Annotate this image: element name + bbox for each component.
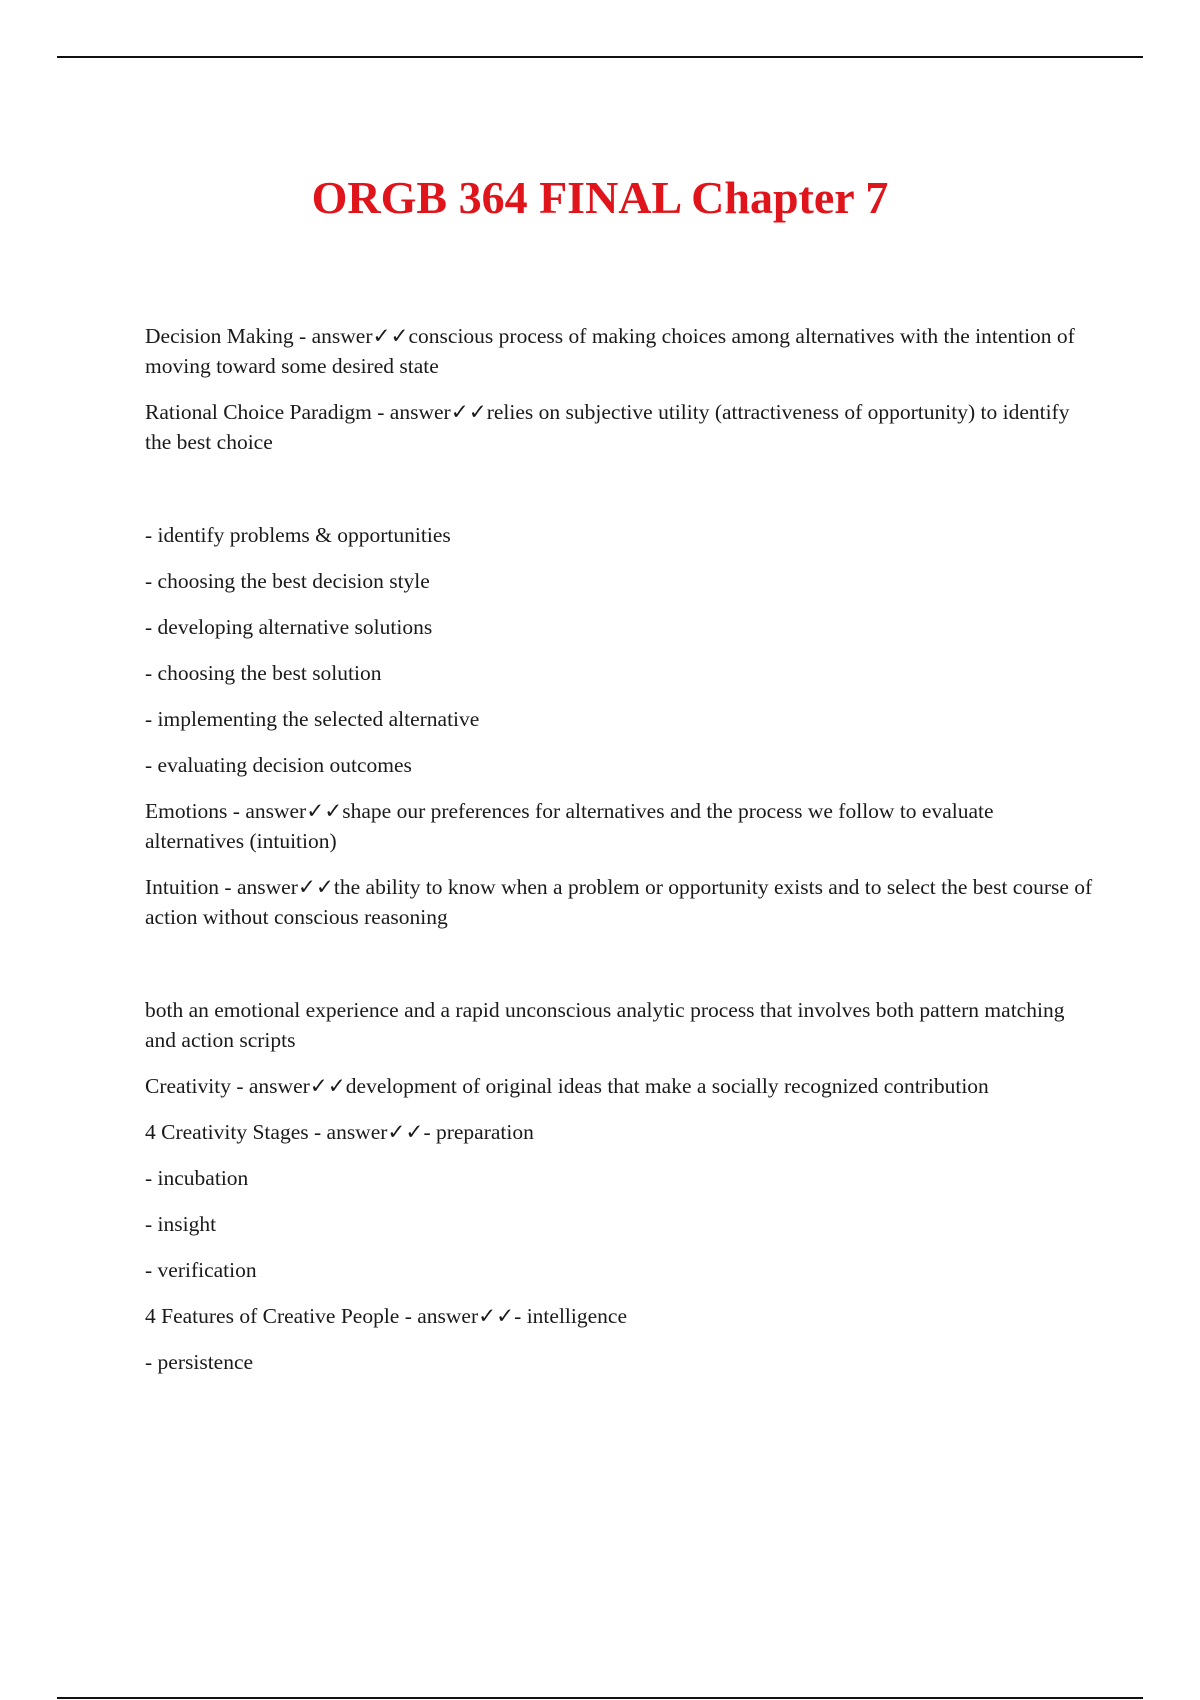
- document-title: ORGB 364 FINAL Chapter 7: [311, 172, 889, 223]
- document-body: [145, 321, 1095, 1377]
- list-item: - persistence: [145, 1350, 254, 1374]
- list-item: - incubation: [145, 1166, 249, 1190]
- paragraph-creativity: Creativity - answer✓✓development of original ideas that make a socially recognized contribution: [145, 1074, 989, 1098]
- list-item: - choosing the best decision style: [145, 569, 430, 593]
- list-item: - verification: [145, 1258, 257, 1282]
- paragraph-creativity-stages: 4 Creativity Stages - answer✓✓- preparation: [145, 1120, 534, 1144]
- list-item: - developing alternative solutions: [145, 615, 433, 639]
- bottom-rule: [57, 1697, 1143, 1699]
- paragraph-intuition: Intuition - answer✓✓the ability to know when a problem or opportunity exists and to select the best course of action without conscious reasoning: [145, 875, 1093, 929]
- list-item: - insight: [145, 1212, 217, 1236]
- paragraph-creative-features: 4 Features of Creative People - answer✓✓- intelligence: [145, 1304, 627, 1328]
- list-item: - implementing the selected alternative: [145, 707, 480, 731]
- list-item: - identify problems & opportunities: [145, 523, 451, 547]
- paragraph-emotions: Emotions - answer✓✓shape our preferences for alternatives and the process we follow to evaluate alternatives (intuition): [145, 799, 994, 853]
- paragraph-rational-choice: Rational Choice Paradigm - answer✓✓relies on subjective utility (attractiveness of opportunity) to identify the best choice: [145, 400, 1070, 454]
- paragraph-decision-making: Decision Making - answer✓✓conscious process of making choices among alternatives with the intention of moving toward some desired state: [145, 324, 1075, 378]
- paragraph-intuition-detail: both an emotional experience and a rapid unconscious analytic process that involves both pattern matching and action scripts: [145, 998, 1065, 1052]
- list-item: - choosing the best solution: [145, 661, 382, 685]
- list-item: - evaluating decision outcomes: [145, 753, 412, 777]
- top-rule: [57, 56, 1143, 58]
